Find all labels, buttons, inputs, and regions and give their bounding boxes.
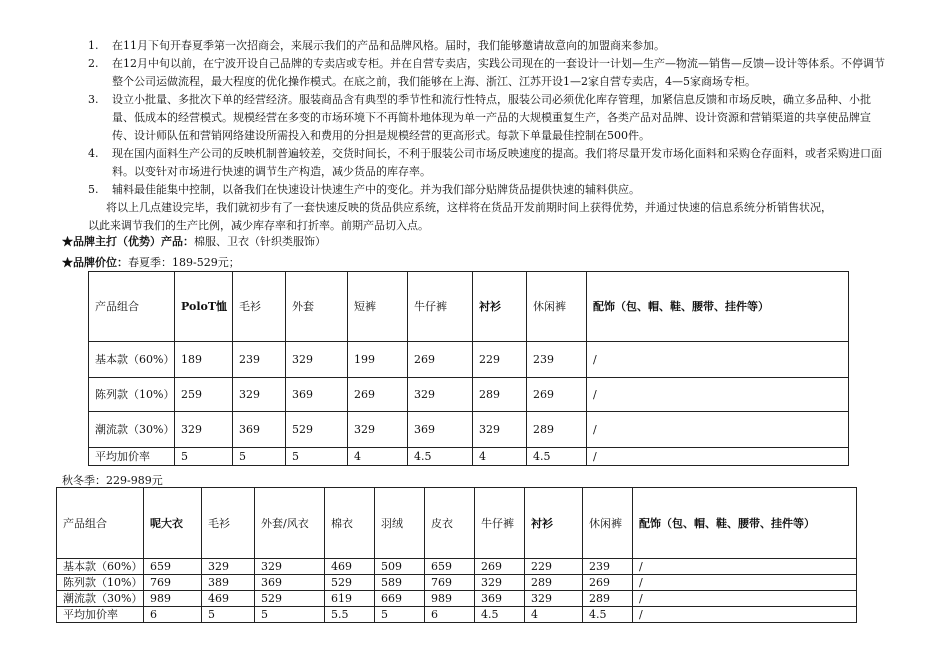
row-label-cell: 陈列款（10%）	[57, 575, 144, 591]
brand-main-heading	[62, 233, 326, 249]
table-cell: /	[633, 607, 857, 623]
list-item: 1. 在11月下旬开春夏季第一次招商会，来展示我们的产品和品牌风格。届时，我们能够邀请故意向的加盟商来参加。	[88, 39, 665, 52]
list-item: 5. 辅料最佳能集中控制，以备我们在快速设计快速生产中的变化。并为我们部分贴牌货品提供快速的辅料供应。	[88, 183, 640, 196]
table-cell: 5	[233, 448, 286, 466]
table-cell: 659	[425, 559, 475, 575]
table-cell: 529	[255, 591, 325, 607]
table-row	[57, 607, 857, 623]
table-cell: 269	[583, 575, 633, 591]
table-cell: 269	[527, 378, 587, 412]
table-row	[57, 591, 857, 607]
table-cell: 329	[348, 412, 408, 448]
table-cell: 509	[375, 559, 425, 575]
table-header-cell: 棉衣	[325, 488, 375, 559]
table-cell: 529	[286, 412, 348, 448]
table-cell: 229	[473, 342, 527, 378]
table-header-cell: 配饰（包、帽、鞋、腰带、挂件等）	[633, 488, 857, 559]
table-cell: 589	[375, 575, 425, 591]
table-cell: 4	[348, 448, 408, 466]
table-cell: 469	[325, 559, 375, 575]
table-cell: 369	[475, 591, 525, 607]
autumn-winter-label: 秋冬季：229-989元	[62, 474, 163, 487]
table-cell: 989	[425, 591, 475, 607]
table-cell: 329	[175, 412, 233, 448]
table-cell: 4	[473, 448, 527, 466]
table-header-cell: 外套	[286, 272, 348, 342]
table-cell: 369	[255, 575, 325, 591]
table-cell: 289	[525, 575, 583, 591]
table-cell: 289	[527, 412, 587, 448]
summary-paragraph	[88, 199, 898, 235]
table-header-row	[57, 488, 857, 559]
autumn-winter-price-table	[56, 487, 857, 623]
brand-main-label: ★品牌主打（优势）产品：	[62, 235, 194, 248]
table-cell: 4.5	[475, 607, 525, 623]
table-cell: 269	[348, 378, 408, 412]
table-cell: 329	[473, 412, 527, 448]
table-row	[57, 575, 857, 591]
table-cell: 529	[325, 575, 375, 591]
numbered-list	[88, 37, 888, 199]
table-header-cell: 休闲裤	[583, 488, 633, 559]
row-label-cell: 基本款（60%）	[89, 342, 175, 378]
table-cell: /	[633, 591, 857, 607]
table-cell: 199	[348, 342, 408, 378]
brand-price-value: 春夏季：189-529元；	[128, 256, 240, 269]
table-header-cell: 牛仔裤	[408, 272, 473, 342]
table-cell: 5	[202, 607, 255, 623]
table-cell: 5	[286, 448, 348, 466]
table-cell: 329	[286, 342, 348, 378]
list-item: 2. 在12月中旬以前，在宁波开设自己品牌的专卖店或专柜。并在自营专卖店，实践公司现在的一套设计一计划—生产—物流—销售—反馈—设计等体系。不停调节整个公司运做流程，最大程度的优化操作模式。在底之前，我们能够在上海、浙江、江苏开设1—2家自营专卖店，4—5家商场专柜。	[88, 57, 885, 88]
row-label-cell: 潮流款（30%）	[89, 412, 175, 448]
table-header-cell: 衬衫	[473, 272, 527, 342]
table-cell: 4.5	[527, 448, 587, 466]
table-cell: 189	[175, 342, 233, 378]
table-cell: 4.5	[408, 448, 473, 466]
summary-line-1: 将以上几点建设完毕，我们就初步有了一套快速反映的货品供应系统，这样将在货品开发前期时间上获得优势，并通过快速的信息系统分析销售状况，	[106, 201, 832, 214]
spring-summer-price-table	[88, 271, 849, 466]
table-header-cell: 产品组合	[57, 488, 144, 559]
table-row	[57, 559, 857, 575]
table-cell: 389	[202, 575, 255, 591]
table-cell: 469	[202, 591, 255, 607]
table-header-cell: 毛衫	[233, 272, 286, 342]
table-cell: 269	[475, 559, 525, 575]
table-cell: 289	[583, 591, 633, 607]
table-cell: 5	[255, 607, 325, 623]
table-cell: /	[587, 412, 849, 448]
table-cell: 5	[375, 607, 425, 623]
summary-line-2: 以此来调节我们的生产比例，减少库存率和打折率。前期产品切入点。	[88, 219, 429, 232]
row-label-cell: 陈列款（10%）	[89, 378, 175, 412]
table-header-row	[89, 272, 849, 342]
row-label-cell: 平均加价率	[89, 448, 175, 466]
table-cell: 4.5	[583, 607, 633, 623]
table-row	[89, 342, 849, 378]
table-cell: 4	[525, 607, 583, 623]
row-label-cell: 潮流款（30%）	[57, 591, 144, 607]
table-cell: 369	[286, 378, 348, 412]
table-cell: 229	[525, 559, 583, 575]
list-item: 4. 现在国内面料生产公司的反映机制普遍较差，交货时间长，不利于服装公司市场反映速度的提高。我们将尽量开发市场化面料和采购仓存面料，或者采购进口面料。以变针对市场进行快速的调节生产构造，减少货品的库存率。	[88, 147, 882, 178]
table-cell: 659	[144, 559, 202, 575]
table-cell: 329	[525, 591, 583, 607]
table-cell: /	[587, 342, 849, 378]
table-cell: 369	[408, 412, 473, 448]
table-header-cell: PoloT恤	[175, 272, 233, 342]
table-cell: 669	[375, 591, 425, 607]
table-cell: 769	[144, 575, 202, 591]
row-label-cell: 基本款（60%）	[57, 559, 144, 575]
brand-main-value: 棉服、卫衣（针织类服饰）	[194, 235, 326, 248]
table-row	[89, 448, 849, 466]
table-cell: 239	[527, 342, 587, 378]
table-header-cell: 休闲裤	[527, 272, 587, 342]
table-cell: /	[587, 378, 849, 412]
table-cell: 239	[233, 342, 286, 378]
row-label-cell: 平均加价率	[57, 607, 144, 623]
table-cell: 329	[233, 378, 286, 412]
table-row	[89, 378, 849, 412]
table-header-cell: 牛仔裤	[475, 488, 525, 559]
table-cell: 289	[473, 378, 527, 412]
table-cell: /	[587, 448, 849, 466]
table-header-cell: 衬衫	[525, 488, 583, 559]
table-cell: /	[633, 575, 857, 591]
brand-price-heading	[62, 254, 240, 270]
table-header-cell: 羽绒	[375, 488, 425, 559]
table-cell: 6	[144, 607, 202, 623]
table-cell: 369	[233, 412, 286, 448]
table-cell: 5	[175, 448, 233, 466]
table-cell: 989	[144, 591, 202, 607]
table-cell: 5.5	[325, 607, 375, 623]
brand-price-label: ★品牌价位：	[62, 256, 128, 269]
table-header-cell: 配饰（包、帽、鞋、腰带、挂件等）	[587, 272, 849, 342]
table-row	[89, 412, 849, 448]
table-cell: 329	[255, 559, 325, 575]
table-cell: 329	[408, 378, 473, 412]
table-header-cell: 呢大衣	[144, 488, 202, 559]
table-cell: /	[633, 559, 857, 575]
table-cell: 259	[175, 378, 233, 412]
table-cell: 769	[425, 575, 475, 591]
table-header-cell: 产品组合	[89, 272, 175, 342]
table-header-cell: 毛衫	[202, 488, 255, 559]
table-cell: 329	[202, 559, 255, 575]
table-header-cell: 短裤	[348, 272, 408, 342]
table-cell: 239	[583, 559, 633, 575]
table-cell: 269	[408, 342, 473, 378]
table-header-cell: 外套/风衣	[255, 488, 325, 559]
table-cell: 619	[325, 591, 375, 607]
table-header-cell: 皮衣	[425, 488, 475, 559]
list-item: 3. 设立小批量、多批次下单的经营经济。服装商品含有典型的季节性和流行性特点，服装公司必须优化库存管理，加紧信息反馈和市场反映，确立多品种、小批量、低成本的经营模式。规模经营在多变的市场环境下不再简朴地体现为单一产品的大规模重复生产，各类产品对品牌、设计资源和营销渠道的共享使品牌宣传、设计师队伍和营销网络建设所需投入和费用的分担是规模经营的更高形式。每款下单量最佳控制在500件。	[88, 93, 871, 142]
table-cell: 6	[425, 607, 475, 623]
table-cell: 329	[475, 575, 525, 591]
